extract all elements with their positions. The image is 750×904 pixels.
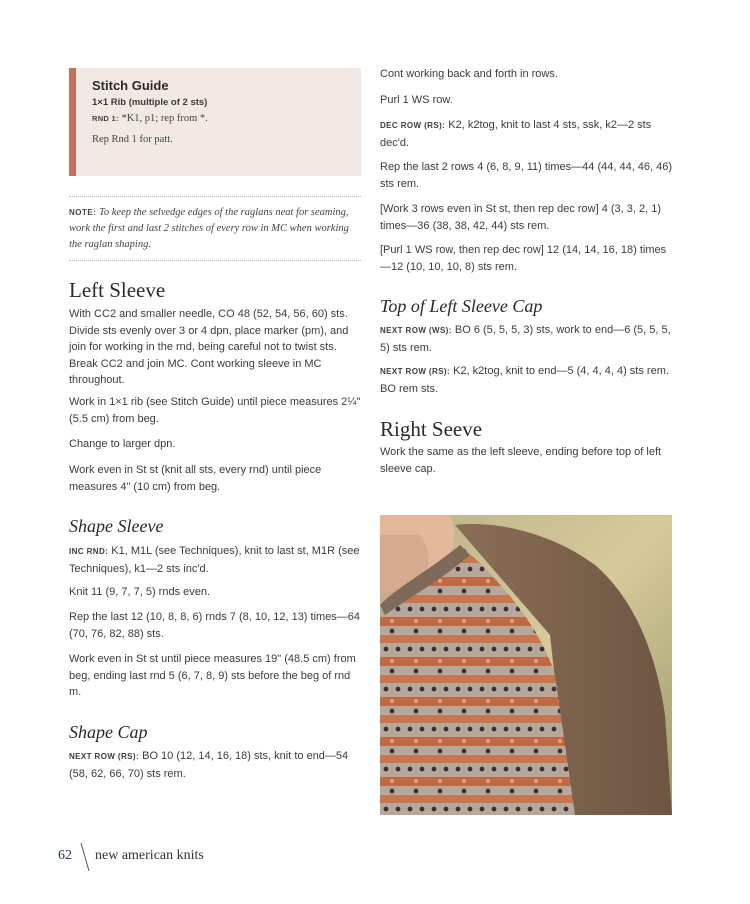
note-text: To keep the selvedge edges of the raglans neat for seaming, work the first and last 2 stitches of every row in MC when working the raglan shaping.	[69, 207, 349, 250]
left-sleeve-p1: With CC2 and smaller needle, CO 48 (52, 54, 56, 60) sts. Divide sts evenly over 3 or 4 dpn, place marker (pm), and join for working in the rnd, being careful not to twist sts. Break CC2 and join MC. Cont working sleeve in MC throughout.	[69, 308, 349, 386]
note-box	[69, 196, 361, 261]
top-cap-rs	[380, 363, 674, 397]
stitch-guide-title: Stitch Guide	[92, 78, 169, 93]
right-p2: Purl 1 WS row.	[380, 94, 453, 106]
stitch-guide-repeat: Rep Rnd 1 for patt.	[92, 134, 173, 145]
right-p4: Rep the last 2 rows 4 (6, 8, 9, 11) times—44 (44, 44, 46, 46) sts rem.	[380, 161, 673, 190]
shape-cap-heading: Shape Cap	[69, 722, 148, 742]
sweater-photo	[380, 515, 672, 815]
rnd1-label: RND 1:	[92, 114, 119, 123]
next-row-rs2-label: NEXT ROW (RS):	[380, 367, 451, 376]
shape-sleeve-p2: Knit 11 (9, 7, 7, 5) rnds even.	[69, 586, 211, 598]
shape-sleeve-p4: Work even in St st until piece measures 19" (48.5 cm) from beg, ending last rnd 5 (6, 7, 8, 9) sts before the beg of rnd m.	[69, 653, 356, 698]
next-row-rs-label: NEXT ROW (RS):	[69, 752, 140, 761]
next-row-rs-text: BO 10 (12, 14, 16, 18) sts, knit to end—54 (58, 62, 66, 70) sts rem.	[69, 750, 349, 780]
right-p5: [Work 3 rows even in St st, then rep dec row] 4 (3, 3, 2, 1) times—36 (38, 38, 42, 44) sts rem.	[380, 203, 662, 232]
left-sleeve-p4: Work even in St st (knit all sts, every rnd) until piece measures 4" (10 cm) from beg.	[69, 464, 322, 493]
right-p6: [Purl 1 WS row, then rep dec row] 12 (14, 14, 16, 18) times—12 (10, 10, 10, 8) sts rem.	[380, 244, 667, 273]
shape-sleeve-inc	[69, 543, 363, 577]
shape-sleeve-p3: Rep the last 12 (10, 8, 8, 6) rnds 7 (8, 10, 12, 13) times—64 (70, 76, 82, 88) sts.	[69, 611, 361, 640]
shape-sleeve-heading: Shape Sleeve	[69, 516, 164, 536]
divider-slash-icon	[79, 842, 91, 872]
left-sleeve-heading: Left Sleeve	[69, 278, 166, 302]
dec-row-label: DEC ROW (RS):	[380, 121, 446, 130]
next-row-ws-text: BO 6 (5, 5, 5, 3) sts, work to end—6 (5, 5, 5, 5) sts rem.	[380, 324, 671, 354]
inc-rnd-text: K1, M1L (see Techniques), knit to last st, M1R (see Techniques), k1—2 sts inc'd.	[69, 545, 360, 575]
dec-row-text: K2, k2tog, knit to last 4 sts, ssk, k2—2 sts dec'd.	[380, 119, 652, 149]
inc-rnd-label: INC RND:	[69, 547, 109, 556]
top-cap-ws	[380, 322, 674, 356]
right-sleeve-p1: Work the same as the left sleeve, ending before top of left sleeve cap.	[380, 446, 662, 475]
stitch-guide-accent-bar	[69, 68, 76, 176]
book-title: new american knits	[95, 848, 204, 863]
left-sleeve-p2: Work in 1×1 rib (see Stitch Guide) until piece measures 2¼" (5.5 cm) from beg.	[69, 396, 361, 425]
shape-cap-next	[69, 748, 363, 782]
right-p1: Cont working back and forth in rows.	[380, 68, 558, 80]
next-row-ws-label: NEXT ROW (WS):	[380, 326, 452, 335]
right-dec-row	[380, 117, 674, 151]
page-number: 62	[58, 848, 72, 863]
stitch-guide-rnd1	[92, 113, 349, 124]
sweater-illustration	[380, 515, 672, 815]
stitch-guide-subtitle: 1×1 Rib (multiple of 2 sts)	[92, 97, 208, 108]
stitch-guide-box	[69, 68, 361, 176]
left-sleeve-p3: Change to larger dpn.	[69, 438, 176, 450]
note-label: NOTE:	[69, 208, 97, 217]
next-row-rs2-text: K2, k2tog, knit to end—5 (4, 4, 4, 4) sts rem. BO rem sts.	[380, 365, 669, 395]
rnd1-text: *K1, p1; rep from *.	[118, 113, 208, 124]
top-cap-heading: Top of Left Sleeve Cap	[380, 296, 543, 316]
right-sleeve-heading: Right Seeve	[380, 417, 483, 441]
